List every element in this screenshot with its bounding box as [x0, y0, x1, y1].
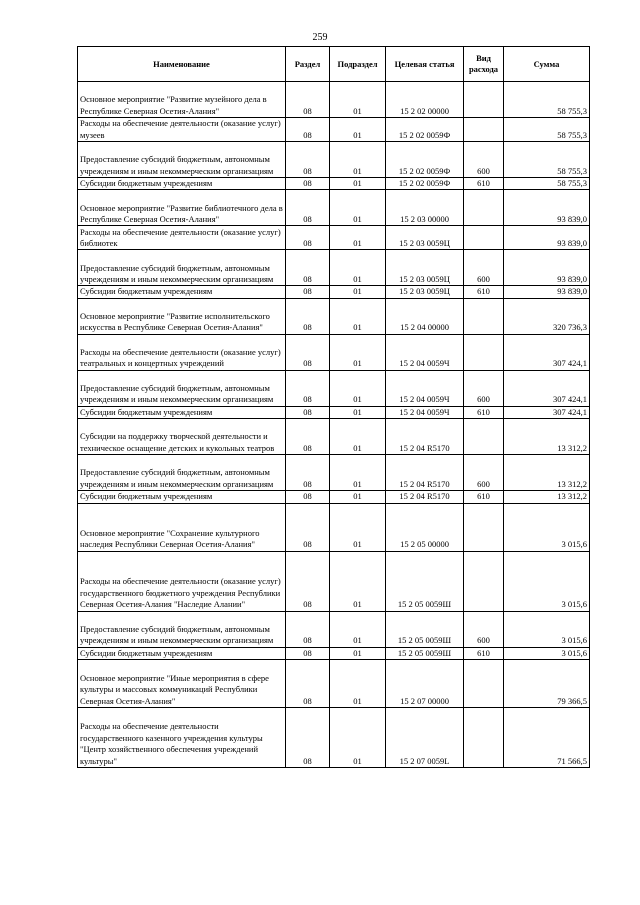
cell-summa: 3 015,6: [504, 647, 590, 659]
cell-name: Субсидии бюджетным учреждениям: [78, 178, 286, 190]
cell-razdel: 08: [286, 551, 330, 611]
cell-vid-raskhoda: [464, 551, 504, 611]
cell-summa: 320 736,3: [504, 298, 590, 334]
cell-name: Субсидии бюджетным учреждениям: [78, 647, 286, 659]
cell-name: Субсидии бюджетным учреждениям: [78, 406, 286, 418]
cell-name: Основное мероприятие "Развитие музейного дела в Республике Северная Осетия-Алания": [78, 82, 286, 118]
cell-summa: 93 839,0: [504, 250, 590, 286]
cell-celevaya-statya: 15 2 05 0059Ш: [386, 611, 464, 647]
cell-summa: 307 424,1: [504, 370, 590, 406]
cell-name: Предоставление субсидий бюджетным, автономным учреждениям и иным некоммерческим организациям: [78, 455, 286, 491]
cell-vid-raskhoda: 610: [464, 647, 504, 659]
cell-podrazdel: 01: [330, 611, 386, 647]
cell-vid-raskhoda: 600: [464, 611, 504, 647]
cell-celevaya-statya: 15 2 05 0059Ш: [386, 647, 464, 659]
cell-name: Основное мероприятие "Развитие исполнительского искусства в Республике Северная Осетия-Алания": [78, 298, 286, 334]
cell-podrazdel: 01: [330, 298, 386, 334]
cell-celevaya-statya: 15 2 04 0059Ч: [386, 334, 464, 370]
table-row: [78, 491, 590, 503]
table-row: [78, 419, 590, 455]
cell-razdel: 08: [286, 178, 330, 190]
cell-summa: 13 312,2: [504, 491, 590, 503]
cell-summa: 3 015,6: [504, 611, 590, 647]
cell-summa: 93 839,0: [504, 190, 590, 226]
cell-podrazdel: 01: [330, 419, 386, 455]
cell-razdel: 08: [286, 118, 330, 142]
cell-razdel: 08: [286, 611, 330, 647]
cell-podrazdel: 01: [330, 334, 386, 370]
cell-vid-raskhoda: [464, 334, 504, 370]
cell-name: Основное мероприятие "Развитие библиотечного дела в Республике Северная Осетия-Алания": [78, 190, 286, 226]
cell-vid-raskhoda: [464, 660, 504, 708]
cell-name: Предоставление субсидий бюджетным, автономным учреждениям и иным некоммерческим организациям: [78, 142, 286, 178]
cell-vid-raskhoda: 610: [464, 406, 504, 418]
cell-summa: 58 755,3: [504, 82, 590, 118]
cell-summa: 307 424,1: [504, 334, 590, 370]
cell-name: Расходы на обеспечение деятельности (оказание услуг) театральных и концертных учреждений: [78, 334, 286, 370]
cell-celevaya-statya: 15 2 07 00000: [386, 660, 464, 708]
cell-razdel: 08: [286, 708, 330, 768]
cell-vid-raskhoda: [464, 190, 504, 226]
cell-name: Расходы на обеспечение деятельности (оказание услуг) библиотек: [78, 226, 286, 250]
cell-summa: 58 755,3: [504, 142, 590, 178]
table-row: [78, 455, 590, 491]
cell-name: Субсидии бюджетным учреждениям: [78, 491, 286, 503]
cell-vid-raskhoda: [464, 226, 504, 250]
cell-celevaya-statya: 15 2 03 0059Ц: [386, 250, 464, 286]
cell-name: Предоставление субсидий бюджетным, автономным учреждениям и иным некоммерческим организациям: [78, 611, 286, 647]
cell-name: Субсидии бюджетным учреждениям: [78, 286, 286, 298]
table-header-row: [78, 47, 590, 82]
cell-summa: 93 839,0: [504, 226, 590, 250]
cell-razdel: 08: [286, 334, 330, 370]
cell-celevaya-statya: 15 2 05 00000: [386, 503, 464, 551]
table-row: [78, 647, 590, 659]
table-row: [78, 178, 590, 190]
table-row: [78, 226, 590, 250]
cell-razdel: 08: [286, 82, 330, 118]
cell-podrazdel: 01: [330, 455, 386, 491]
cell-vid-raskhoda: 610: [464, 491, 504, 503]
page-number: 259: [312, 32, 328, 43]
cell-podrazdel: 01: [330, 647, 386, 659]
cell-celevaya-statya: 15 2 04 R5170: [386, 491, 464, 503]
budget-table: [77, 46, 590, 768]
cell-razdel: 08: [286, 503, 330, 551]
cell-summa: 58 755,3: [504, 178, 590, 190]
cell-podrazdel: 01: [330, 82, 386, 118]
cell-vid-raskhoda: 600: [464, 455, 504, 491]
cell-summa: 307 424,1: [504, 406, 590, 418]
table-row: [78, 286, 590, 298]
cell-name: Субсидии на поддержку творческой деятельности и техническое оснащение детских и кукольных театров: [78, 419, 286, 455]
table-row: [78, 370, 590, 406]
table-row: [78, 82, 590, 118]
cell-razdel: 08: [286, 455, 330, 491]
header-razdel: Раздел: [286, 47, 330, 82]
cell-podrazdel: 01: [330, 370, 386, 406]
cell-razdel: 08: [286, 298, 330, 334]
cell-razdel: 08: [286, 226, 330, 250]
cell-celevaya-statya: 15 2 07 0059L: [386, 708, 464, 768]
cell-name: Расходы на обеспечение деятельности (оказание услуг) музеев: [78, 118, 286, 142]
cell-name: Основное мероприятие "Сохранение культурного наследия Республики Северная Осетия-Алания": [78, 503, 286, 551]
table-row: [78, 503, 590, 551]
table-row: [78, 334, 590, 370]
cell-vid-raskhoda: 600: [464, 142, 504, 178]
cell-celevaya-statya: 15 2 03 0059Ц: [386, 226, 464, 250]
cell-celevaya-statya: 15 2 02 0059Ф: [386, 178, 464, 190]
cell-razdel: 08: [286, 370, 330, 406]
header-celevaya-statya: Целевая статья: [386, 47, 464, 82]
cell-summa: 93 839,0: [504, 286, 590, 298]
cell-summa: 79 366,5: [504, 660, 590, 708]
cell-vid-raskhoda: [464, 708, 504, 768]
cell-podrazdel: 01: [330, 406, 386, 418]
table-row: [78, 551, 590, 611]
table-row: [78, 708, 590, 768]
header-vid-raskhoda: Вид расхода: [464, 47, 504, 82]
cell-celevaya-statya: 15 2 02 0059Ф: [386, 118, 464, 142]
cell-podrazdel: 01: [330, 708, 386, 768]
table-row: [78, 298, 590, 334]
cell-vid-raskhoda: [464, 82, 504, 118]
cell-razdel: 08: [286, 250, 330, 286]
cell-name: Расходы на обеспечение деятельности государственного казенного учреждения культуры "Центр хозяйственного обеспечения учреждений культуры": [78, 708, 286, 768]
cell-podrazdel: 01: [330, 118, 386, 142]
cell-summa: 3 015,6: [504, 503, 590, 551]
cell-podrazdel: 01: [330, 660, 386, 708]
cell-razdel: 08: [286, 142, 330, 178]
cell-celevaya-statya: 15 2 04 00000: [386, 298, 464, 334]
cell-vid-raskhoda: 600: [464, 370, 504, 406]
cell-podrazdel: 01: [330, 226, 386, 250]
cell-podrazdel: 01: [330, 503, 386, 551]
cell-vid-raskhoda: 610: [464, 286, 504, 298]
cell-vid-raskhoda: [464, 503, 504, 551]
cell-razdel: 08: [286, 491, 330, 503]
cell-name: Основное мероприятие "Иные мероприятия в сфере культуры и массовых коммуникаций Республики Северная Осетия-Алания": [78, 660, 286, 708]
cell-celevaya-statya: 15 2 02 0059Ф: [386, 142, 464, 178]
cell-podrazdel: 01: [330, 286, 386, 298]
cell-celevaya-statya: 15 2 03 0059Ц: [386, 286, 464, 298]
cell-celevaya-statya: 15 2 04 0059Ч: [386, 406, 464, 418]
cell-podrazdel: 01: [330, 491, 386, 503]
cell-vid-raskhoda: 600: [464, 250, 504, 286]
cell-razdel: 08: [286, 286, 330, 298]
cell-summa: 3 015,6: [504, 551, 590, 611]
cell-razdel: 08: [286, 647, 330, 659]
cell-name: Расходы на обеспечение деятельности (оказание услуг) государственного бюджетного учреждения Республики Северная Осетия-Алания "Наследие Алании": [78, 551, 286, 611]
cell-summa: 13 312,2: [504, 455, 590, 491]
table-row: [78, 660, 590, 708]
cell-vid-raskhoda: 610: [464, 178, 504, 190]
header-name: Наименование: [78, 47, 286, 82]
cell-celevaya-statya: 15 2 04 R5170: [386, 419, 464, 455]
cell-razdel: 08: [286, 660, 330, 708]
cell-podrazdel: 01: [330, 551, 386, 611]
table-row: [78, 406, 590, 418]
cell-celevaya-statya: 15 2 04 R5170: [386, 455, 464, 491]
cell-razdel: 08: [286, 190, 330, 226]
cell-celevaya-statya: 15 2 04 0059Ч: [386, 370, 464, 406]
table-row: [78, 118, 590, 142]
table-row: [78, 190, 590, 226]
table-row: [78, 611, 590, 647]
cell-vid-raskhoda: [464, 419, 504, 455]
cell-name: Предоставление субсидий бюджетным, автономным учреждениям и иным некоммерческим организациям: [78, 370, 286, 406]
cell-celevaya-statya: 15 2 03 00000: [386, 190, 464, 226]
cell-podrazdel: 01: [330, 142, 386, 178]
cell-celevaya-statya: 15 2 02 00000: [386, 82, 464, 118]
cell-name: Предоставление субсидий бюджетным, автономным учреждениям и иным некоммерческим организациям: [78, 250, 286, 286]
cell-vid-raskhoda: [464, 298, 504, 334]
cell-podrazdel: 01: [330, 178, 386, 190]
cell-podrazdel: 01: [330, 190, 386, 226]
cell-summa: 13 312,2: [504, 419, 590, 455]
table-row: [78, 142, 590, 178]
cell-summa: 71 566,5: [504, 708, 590, 768]
cell-razdel: 08: [286, 406, 330, 418]
cell-podrazdel: 01: [330, 250, 386, 286]
table-row: [78, 250, 590, 286]
cell-celevaya-statya: 15 2 05 0059Ш: [386, 551, 464, 611]
header-summa: Сумма: [504, 47, 590, 82]
cell-vid-raskhoda: [464, 118, 504, 142]
header-podrazdel: Подраздел: [330, 47, 386, 82]
cell-summa: 58 755,3: [504, 118, 590, 142]
cell-razdel: 08: [286, 419, 330, 455]
